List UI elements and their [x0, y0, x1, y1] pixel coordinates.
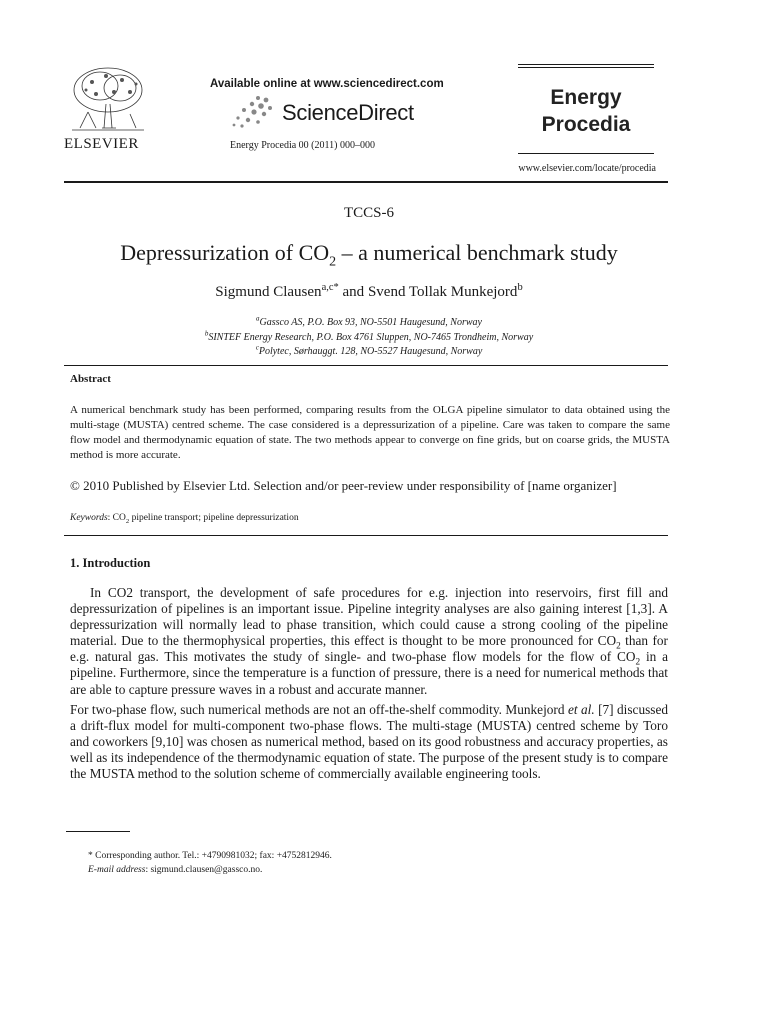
keywords-label: Keywords	[70, 513, 108, 523]
intro-paragraph-2: For two-phase flow, such numerical methods are not an off-the-shelf commodity. Munkejord et al. [7] discussed a drift-flux model for multi-component two-phase flows. The multi-stage (MUSTA) centred scheme by Toro and coworkers [9,10] was chosen as numerical method, based on its good robustness and accuracy properties, as well as its independence of the thermodynamic equation of state. The purpose of the present study is to compare the MUSTA method to the solution scheme of commercially available engineering tools.	[70, 702, 668, 782]
journal-box-bottom-rule	[518, 153, 654, 154]
journal-name	[520, 84, 652, 138]
intro-paragraph-1: In CO2 transport, the development of safe procedures for e.g. injection into reservoirs, first fill and depressurization of pipelines is an important issue. Pipeline integrity analyses are also gaining interest [1,3]. A depressurization will normally lead to phase transition, which could cause a strong cooling of the pipeline material. Due to the thermophysical properties, this effect is thought to be more pronounced for $CO_2$ than for e.g. natural gas. This motivates the study of single- and two-phase flow models for the flow of $CO_2$ in a pipeline. Furthermore, since the temperature is a function of pressure, there is a need for numerical methods that are able to capture pressure waves in a robust and accurate manner.	[70, 585, 668, 697]
paper-title	[0, 240, 738, 270]
journal-name-line1: Energy	[550, 86, 622, 109]
title-subscript: 2	[329, 254, 337, 270]
journal-url-link[interactable]: www.elsevier.com/locate/procedia	[518, 163, 656, 174]
available-online-text: Available online at www.sciencedirect.com	[210, 78, 444, 90]
conference-name: TCCS-6	[343, 205, 394, 221]
footnote-email	[88, 865, 262, 875]
sciencedirect-icon	[228, 94, 276, 130]
elsevier-tree-logo	[66, 64, 150, 136]
authors	[0, 284, 738, 301]
journal-citation: Energy Procedia 00 (2011) 000–000	[230, 140, 375, 151]
affiliations	[0, 316, 738, 360]
abstract-top-rule	[64, 365, 668, 366]
keyword-co2: CO	[112, 513, 126, 523]
copyright-notice: © 2010 Published by Elsevier Ltd. Selection and/or peer-review under responsibility of [name organizer]	[70, 478, 617, 493]
email-label: E-mail address	[88, 865, 146, 875]
affiliation-c: $^c$Polytec, Sørhauggt. 128, NO-5527 Haugesund, Norway	[255, 343, 483, 357]
abstract-heading: Abstract	[70, 373, 111, 385]
section-heading-introduction: 1. Introduction	[70, 556, 151, 570]
title-prefix: Depressurization of CO	[120, 240, 330, 265]
email-value[interactable]: : sigmund.clausen@gassco.no.	[145, 865, 263, 875]
authors-and: and	[338, 284, 368, 300]
author-2: Svend Tollak Munkejord	[367, 284, 518, 300]
footnote-corresponding: * Corresponding author. Tel.: +4790981032; fax: +4752812946.	[88, 851, 332, 861]
journal-name-line2: Procedia	[541, 113, 631, 136]
journal-box-top-rule-2	[518, 67, 654, 68]
affiliation-a: $^a$Gassco AS, P.O. Box 93, NO-5501 Haugesund, Norway	[256, 314, 482, 328]
publisher-name: ELSEVIER	[64, 136, 139, 152]
journal-box-top-rule	[518, 64, 654, 65]
author-1-affil: a,c*	[321, 282, 339, 293]
affiliation-b: $^b$SINTEF Energy Research, P.O. Box 4761 Sluppen, NO-7465 Trondheim, Norway	[204, 329, 534, 343]
footnote-rule	[66, 831, 130, 832]
abstract-body: A numerical benchmark study has been performed, comparing results from the OLGA pipeline simulator to data obtained using the multi-stage (MUSTA) centred scheme. The case considered is a depressurization of a pipeline. Care was taken to compare the same flow model and thermodynamic equation of state. The two methods appear to converge on fine grids, but on coarse grids, the MUSTA method is more accurate.	[70, 404, 670, 462]
author-1: Sigmund Clausen	[215, 284, 322, 300]
sciencedirect-wordmark: ScienceDirect	[282, 100, 414, 125]
header-rule	[64, 181, 668, 183]
keywords: Keywords: $CO_2$ pipeline transport; pipeline depressurization	[70, 513, 299, 525]
keywords-rest: pipeline transport; pipeline depressurization	[129, 513, 299, 523]
author-2-affil: b	[517, 282, 523, 293]
abstract-bottom-rule	[64, 535, 668, 536]
title-suffix: – a numerical benchmark study	[336, 240, 618, 265]
